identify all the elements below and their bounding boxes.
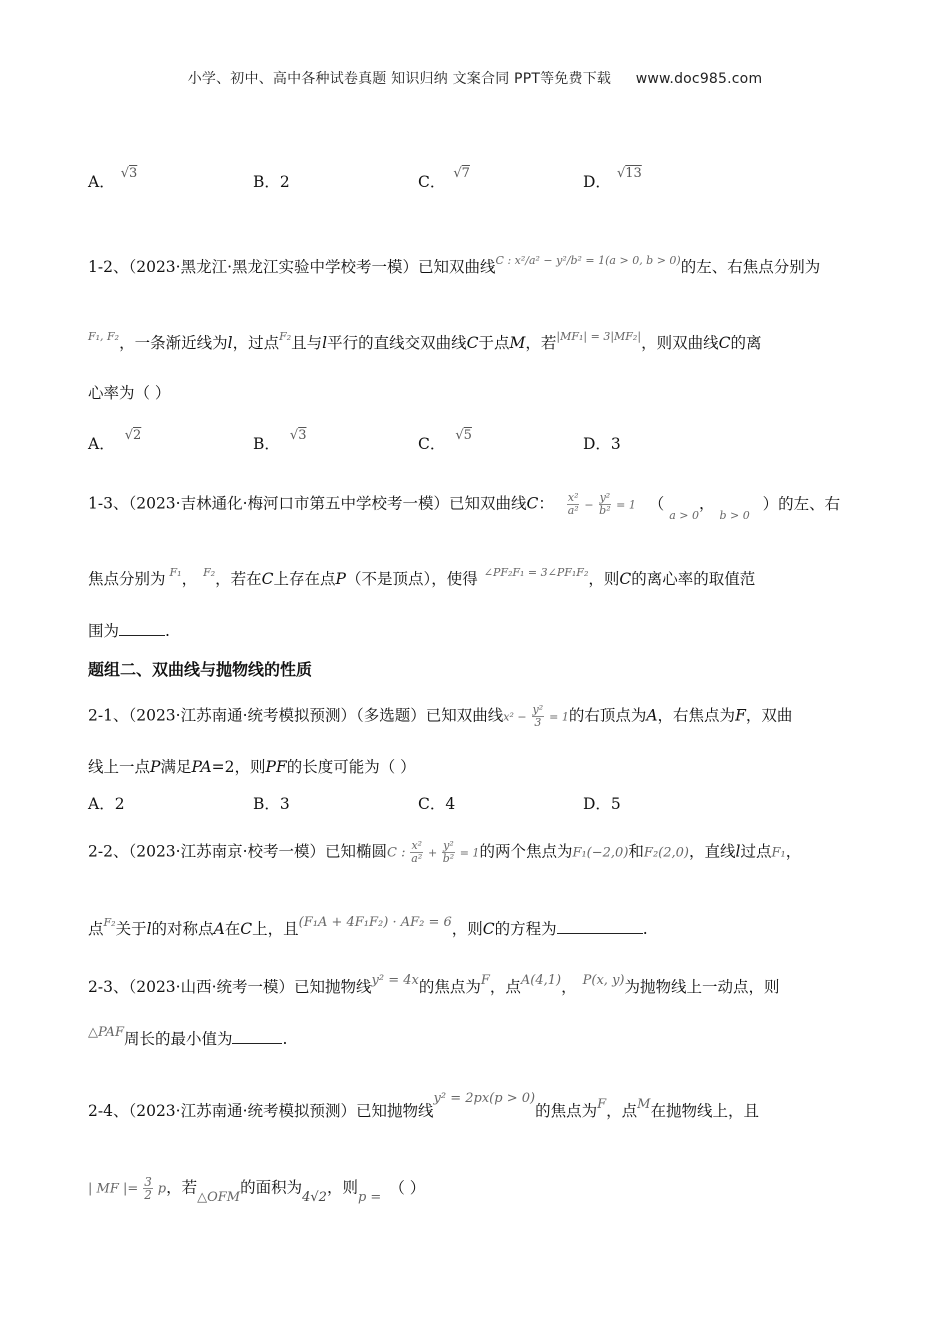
q21-option-c[interactable]: C．4 <box>418 795 456 813</box>
section-heading: 题组二、双曲线与抛物线的性质 <box>88 660 313 679</box>
answer-blank[interactable] <box>232 1043 282 1044</box>
q23-line1: 2-3、（2023·山西·统考一模）已知抛物线$^{y^2 = 4x}$的焦点为$^F$，点$^{A(4,1)}$， $^{P(x, y)}$为抛物线上一动点，则 <box>88 973 780 996</box>
answer-blank[interactable] <box>557 933 643 934</box>
q12-option-b[interactable]: B． $^{√3}$ <box>253 428 307 453</box>
q24-frac: $\frac{3}{2}$ <box>144 1175 152 1202</box>
option-b[interactable]: B．2 <box>253 173 290 191</box>
q21-frac: $\frac{\text{y²}}{3}$ <box>532 703 544 729</box>
answer-blank[interactable] <box>119 635 165 636</box>
q13-line3: 围为 . <box>88 622 170 640</box>
page-header <box>0 68 950 88</box>
q21-option-b[interactable]: B．3 <box>253 795 290 813</box>
q24-line1: 2-4、（2023·江苏南通·统考模拟预测）已知抛物线$^{y^2 = 2px(p > 0)}$的焦点为$^F$，点$^M$在抛物线上，且 <box>88 1091 759 1120</box>
option-a[interactable]: A． $^{√3}$ <box>88 166 138 191</box>
header-site-link[interactable]: www.doc985.com <box>635 71 763 87</box>
q12-option-c[interactable]: C． $^{√5}$ <box>418 428 472 453</box>
q24-line2: | MF |= $\frac{3}{2}$ p，若$_{\triangle OFM}$的面积为$_{4√2}$，则$_{p =}$（ ） <box>88 1175 426 1205</box>
q23-line2: $^{\triangle PAF}$周长的最小值为 . <box>88 1025 288 1048</box>
q12-line2: $^{F_1, F_2}$，一条渐近线为l，过点$^{F_2}$且与l平行的直线交双曲线C于点M，若$^{|MF_1| = 3|MF_2|}$，则双曲线C的离 <box>88 330 762 352</box>
q13-angle-condition: ∠PF₂F₁ = 3∠PF₁F₂ <box>483 566 589 579</box>
q13-frac-x: $\frac{\text{x²}}{\text{a²}}$ <box>567 491 579 517</box>
option-c[interactable]: C． $^{√7}$ <box>418 166 470 191</box>
q22-frac-y: $\frac{\text{y²}}{\text{b²}}$ <box>442 839 455 865</box>
q21-option-a[interactable]: A．2 <box>88 795 125 813</box>
q22-line1: 2-2、（2023·江苏南京·校考一模）已知椭圆C : $\frac{\text{x²}}{\text{a²}}$ + $\frac{\text{y²}}{\text{b²}}$ = 1的两个焦点为F₁(−2,0)和F₂(2,0)，直线l过点F₁， <box>88 839 802 865</box>
q12-equation: C : x²/a² − y²/b² = 1(a > 0, b > 0) <box>495 254 681 267</box>
q13-frac-y: $\frac{\text{y²}}{\text{b²}}$ <box>599 491 611 517</box>
q22-line2: 点$^{F_2}$关于l的对称点A在C上，且$^{(F_1A + 4F_1F_2) \cdot AF_2 = 6}$，则C的方程为 . <box>88 915 648 938</box>
q12-option-a[interactable]: A． $^{√2}$ <box>88 428 142 453</box>
q21-option-d[interactable]: D．5 <box>583 795 621 813</box>
option-d[interactable]: D． $^{√13}$ <box>583 166 642 191</box>
q21-line1: 2-1、（2023·江苏南通·统考模拟预测）（多选题）已知双曲线x² − $\frac{\text{y²}}{3}$ = 1的右顶点为A，右焦点为F，双曲 <box>88 703 793 729</box>
q12-option-d[interactable]: D．3 <box>583 435 621 453</box>
header-text: 小学、初中、高中各种试卷真题 知识归纳 文案合同 PPT等免费下载 <box>187 71 612 87</box>
q22-vector-eq: (F₁A + 4F₁F₂) · AF₂ = 6 <box>298 915 452 930</box>
q12-line1: 1-2、（2023·黑龙江·黑龙江实验中学校考一模）已知双曲线$^{C : x^2/a^2 - y^2/b^2 = 1(a > 0, b > 0)}$的左、右焦点分别为 <box>88 254 821 276</box>
q12-condition: |MF₁| = 3|MF₂| <box>556 330 642 343</box>
q13-line2: 焦点分别为 $^{F_1}$， $^{F_2}$，若在C上存在点P（不是顶点），使得 $^{\angle PF_2F_1 = 3\angle PF_1F_2}$，则C的离心率的取值范 <box>88 566 756 588</box>
q12-line3: 心率为（ ） <box>88 384 171 402</box>
q13-line1: 1-3、（2023·吉林通化·梅河口市第五中学校考一模）已知双曲线C： $\frac{\text{x²}}{\text{a²}}$ − $\frac{\text{y²}}{\text{b²}}$ = 1 （ $_{a > 0}$， $_{b > 0}$ ）的左、右 <box>88 491 841 522</box>
q22-frac-x: $\frac{\text{x²}}{\text{a²}}$ <box>411 839 423 865</box>
q21-line2: 线上一点P满足PA=2，则PF的长度可能为（ ） <box>88 758 416 776</box>
